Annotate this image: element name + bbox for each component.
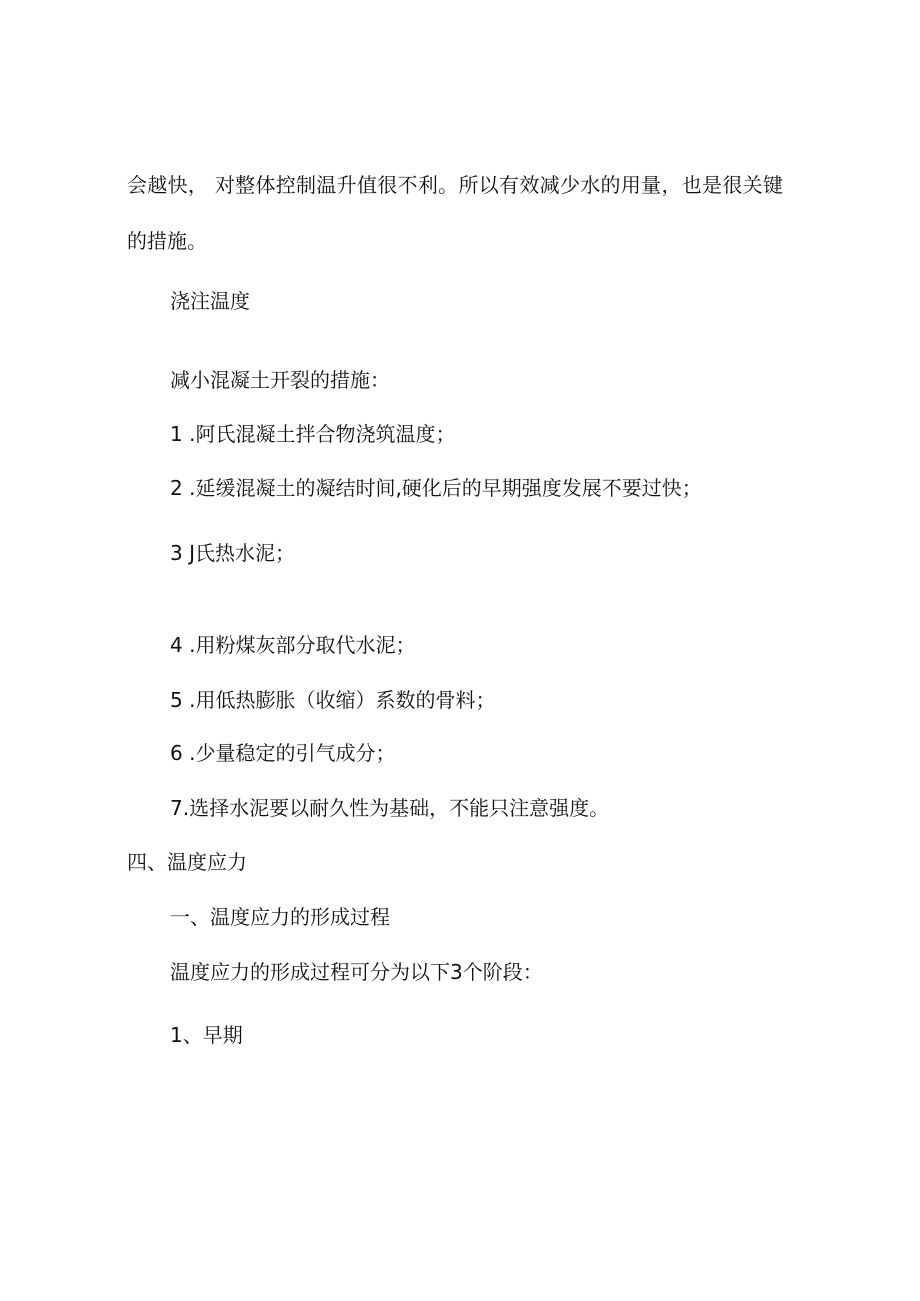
section-heading-pouring-temperature: 浇注温度 [170, 289, 250, 313]
measure-item-5: 5 .用低热膨胀（收缩）系数的骨料； [170, 688, 496, 712]
measure-item-1: 1 .阿氏混凝土拌合物浇筑温度； [170, 422, 456, 446]
paragraph-continuation-line-end: 的措施。 [127, 229, 207, 253]
subsection-heading-formation-process: 一、温度应力的形成过程 [170, 905, 390, 929]
stage-heading-early: 1、早期 [170, 1023, 243, 1047]
measures-heading: 减小混凝土开裂的措施： [170, 368, 390, 392]
measure-item-4: 4 .用粉煤灰部分取代水泥； [170, 633, 416, 657]
chapter-heading-temperature-stress: 四、温度应力 [127, 850, 247, 874]
formation-process-intro: 温度应力的形成过程可分为以下3个阶段： [170, 960, 543, 984]
measure-item-7: 7.选择水泥要以耐久性为基础，不能只注意强度。 [170, 796, 610, 820]
measure-item-2: 2 .延缓混凝土的凝结时间,硬化后的早期强度发展不要过快； [170, 476, 702, 500]
paragraph-continuation-line: 会越快， 对整体控制温升值很不利。所以有效减少水的用量，也是很关键 [127, 173, 784, 197]
measure-item-6: 6 .少量稳定的引气成分； [170, 741, 396, 765]
measure-item-3: 3 J氏热水泥； [170, 541, 295, 565]
